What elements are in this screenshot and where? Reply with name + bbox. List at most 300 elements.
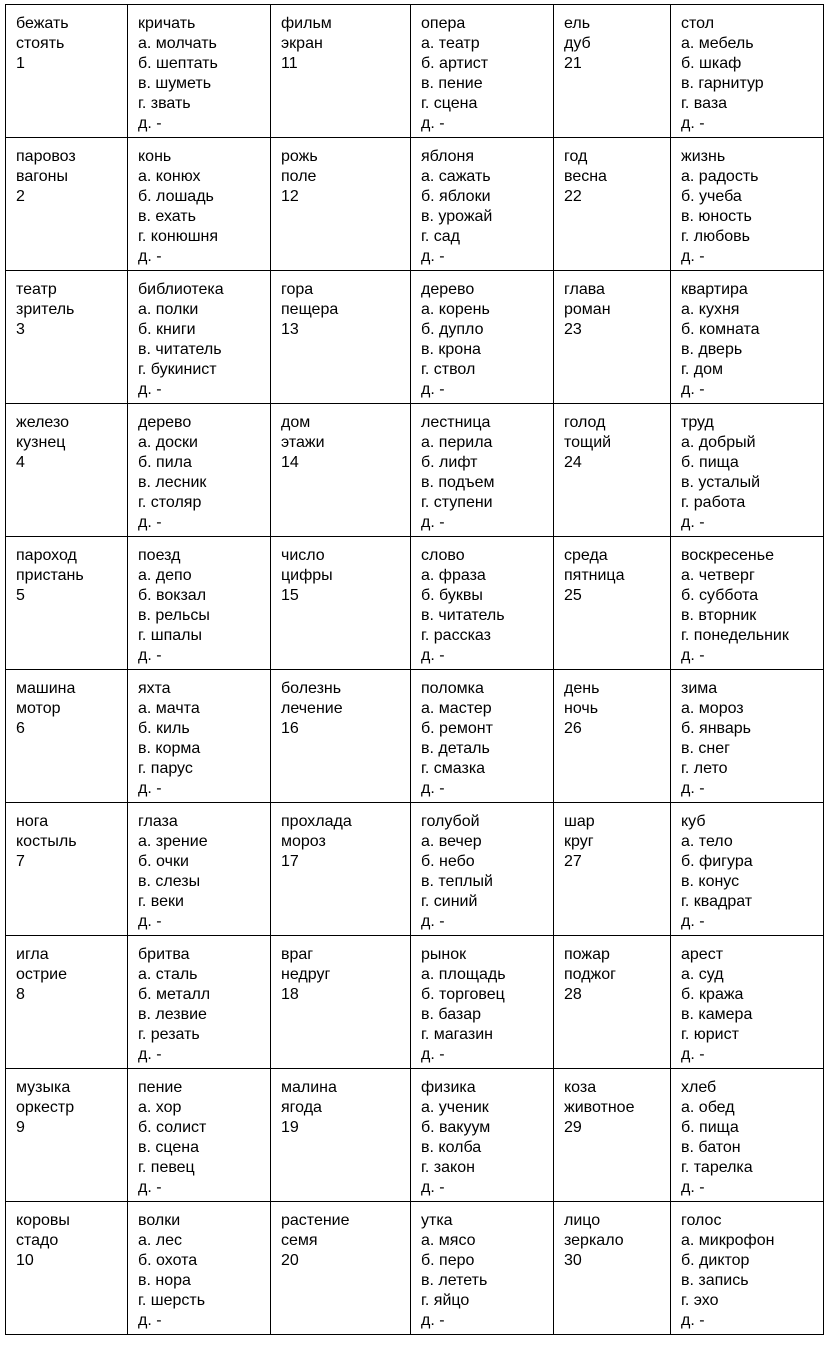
answer-option: а. хор [138,1099,182,1116]
choice-cell [671,936,824,1069]
answer-option: в. снег [681,740,730,757]
word-pair-cell [554,1202,671,1335]
answer-option: б. шептать [138,55,218,72]
answer-option: б. диктор [681,1252,750,1269]
answer-option: д. - [421,1312,445,1329]
answer-option: д. - [681,115,705,132]
answer-option: б. лифт [421,454,478,471]
answer-option: г. ступени [421,494,493,511]
word-pair-cell [6,537,128,670]
stimulus-word: слово [421,547,465,564]
answer-option: г. понедельник [681,627,789,644]
pair-word-first: паровоз [16,148,76,165]
table-row [6,537,824,670]
answer-option: д. - [138,780,162,797]
answer-option: в. дверь [681,341,743,358]
answer-option: в. шуметь [138,75,212,92]
answer-option: д. - [421,381,445,398]
task-number: 2 [16,188,25,205]
answer-option: а. мачта [138,700,200,717]
answer-option: в. юность [681,208,752,225]
table-row [6,271,824,404]
answer-option: г. певец [138,1159,195,1176]
word-pair-cell [554,537,671,670]
task-number: 1 [16,55,25,72]
answer-option: г. рассказ [421,627,491,644]
word-pair-cell [6,803,128,936]
answer-option: г. эхо [681,1292,719,1309]
answer-option: в. урожай [421,208,493,225]
answer-option: г. сцена [421,95,478,112]
pair-word-first: фильм [281,15,332,32]
answer-option: г. резать [138,1026,200,1043]
task-number: 26 [564,720,582,737]
answer-option: б. пища [681,454,739,471]
answer-option: а. кухня [681,301,740,318]
task-number: 5 [16,587,25,604]
word-pair-cell [271,670,411,803]
pair-word-first: железо [16,414,70,431]
answer-option: а. депо [138,567,192,584]
stimulus-word: зима [681,680,718,697]
word-pair-cell [554,1069,671,1202]
answer-option: г. тарелка [681,1159,753,1176]
answer-option: в. батон [681,1139,741,1156]
answer-option: б. яблоки [421,188,491,205]
task-number: 3 [16,321,25,338]
choice-cell [411,1202,554,1335]
table-row [6,404,824,537]
choice-cell [671,670,824,803]
pair-word-second: семя [281,1232,318,1249]
answer-option: в. пение [421,75,483,92]
answer-option: д. - [681,647,705,664]
word-pair-cell [6,936,128,1069]
pair-word-second: дуб [564,35,591,52]
task-number: 25 [564,587,582,604]
pair-word-second: костыль [16,833,77,850]
pair-word-first: растение [281,1212,350,1229]
pair-word-first: среда [564,547,608,564]
pair-word-first: голод [564,414,606,431]
answer-option: в. базар [421,1006,482,1023]
table-row [6,138,824,271]
answer-option: а. сталь [138,966,198,983]
task-number: 12 [281,188,299,205]
choice-cell [671,1069,824,1202]
answer-option: а. театр [421,35,480,52]
stimulus-word: рынок [421,946,467,963]
stimulus-word: библиотека [138,281,224,298]
answer-option: д. - [421,780,445,797]
choice-cell [411,670,554,803]
word-pair-cell [6,1202,128,1335]
answer-option: д. - [421,1179,445,1196]
choice-cell [671,1202,824,1335]
answer-option: б. артист [421,55,489,72]
pair-word-second: стоять [16,35,65,52]
pair-word-second: цифры [281,567,333,584]
stimulus-word: конь [138,148,172,165]
task-number: 19 [281,1119,299,1136]
answer-option: д. - [138,1046,162,1063]
answer-option: в. ехать [138,208,196,225]
answer-option: г. квадрат [681,893,753,910]
word-pair-cell [271,271,411,404]
answer-option: в. подъем [421,474,495,491]
table-row [6,1202,824,1335]
answer-option: г. шпалы [138,627,203,644]
answer-option: б. фигура [681,853,753,870]
word-pair-cell [554,5,671,138]
word-pair-cell [271,936,411,1069]
word-pair-cell [554,271,671,404]
pair-word-second: лечение [281,700,343,717]
answer-option: д. - [681,1179,705,1196]
answer-option: г. юрист [681,1026,739,1043]
pair-word-second: ягода [281,1099,322,1116]
task-number: 13 [281,321,299,338]
stimulus-word: куб [681,813,706,830]
pair-word-second: пещера [281,301,339,318]
answer-option: а. сажать [421,168,491,185]
answer-option: д. - [681,381,705,398]
answer-option: г. дом [681,361,724,378]
choice-cell [411,936,554,1069]
answer-option: в. слезы [138,873,201,890]
pair-word-first: музыка [16,1079,71,1096]
stimulus-word: хлеб [681,1079,717,1096]
answer-option: в. крона [421,341,481,358]
answer-option: г. сад [421,228,461,245]
answer-option: г. ваза [681,95,728,112]
answer-option: б. суббота [681,587,759,604]
choice-cell [128,404,271,537]
word-pair-cell [6,404,128,537]
pair-word-second: недруг [281,966,331,983]
stimulus-word: лестница [421,414,491,431]
task-number: 29 [564,1119,582,1136]
word-pair-cell [271,537,411,670]
pair-word-second: пристань [16,567,84,584]
answer-option: б. металл [138,986,211,1003]
table-row [6,803,824,936]
answer-option: д. - [681,514,705,531]
pair-word-second: пятница [564,567,625,584]
pair-word-first: шар [564,813,595,830]
answer-option: д. - [421,115,445,132]
answer-option: б. пища [681,1119,739,1136]
word-pair-cell [6,271,128,404]
answer-option: г. смазка [421,760,486,777]
stimulus-word: жизнь [681,148,726,165]
answer-option: д. - [681,1312,705,1329]
task-number: 23 [564,321,582,338]
word-pair-cell [554,404,671,537]
answer-option: г. ствол [421,361,476,378]
answer-option: г. закон [421,1159,475,1176]
choice-cell [671,803,824,936]
stimulus-word: труд [681,414,714,431]
pair-word-first: болезнь [281,680,342,697]
answer-option: а. корень [421,301,490,318]
answer-option: а. вечер [421,833,482,850]
answer-option: б. комната [681,321,760,338]
choice-cell [411,138,554,271]
stimulus-word: поломка [421,680,484,697]
stimulus-word: воскресенье [681,547,774,564]
answer-option: в. читатель [138,341,222,358]
task-number: 30 [564,1252,582,1269]
answer-option: б. кража [681,986,744,1003]
answer-option: б. пила [138,454,192,471]
answer-option: б. солист [138,1119,207,1136]
choice-cell [411,271,554,404]
answer-option: б. небо [421,853,475,870]
answer-option: г. конюшня [138,228,219,245]
answer-option: д. - [421,514,445,531]
answer-option: в. лезвие [138,1006,207,1023]
task-number: 4 [16,454,25,471]
answer-option: в. усталый [681,474,761,491]
stimulus-word: утка [421,1212,453,1229]
pair-word-second: стадо [16,1232,59,1249]
choice-cell [411,537,554,670]
word-pair-cell [271,1202,411,1335]
task-number: 10 [16,1252,34,1269]
stimulus-word: голубой [421,813,480,830]
answer-option: б. дупло [421,321,484,338]
choice-cell [128,537,271,670]
pair-word-second: тощий [564,434,612,451]
word-pair-cell [271,404,411,537]
answer-option: а. молчать [138,35,217,52]
word-pair-cell [554,803,671,936]
answer-option: д. - [681,780,705,797]
choice-cell [671,537,824,670]
pair-word-first: день [564,680,600,697]
answer-option: г. яйцо [421,1292,470,1309]
word-pair-cell [271,138,411,271]
answer-option: а. суд [681,966,724,983]
word-pair-cell [554,138,671,271]
pair-word-first: глава [564,281,605,298]
answer-option: в. колба [421,1139,482,1156]
task-number: 8 [16,986,25,1003]
answer-option: д. - [421,1046,445,1063]
choice-cell [671,271,824,404]
answer-option: в. деталь [421,740,490,757]
answer-option: д. - [138,115,162,132]
pair-word-second: роман [564,301,611,318]
stimulus-word: дерево [421,281,475,298]
task-number: 14 [281,454,299,471]
stimulus-word: яблоня [421,148,475,165]
stimulus-word: волки [138,1212,181,1229]
choice-cell [411,803,554,936]
pair-word-first: число [281,547,325,564]
answer-option: в. лесник [138,474,207,491]
answer-option: б. шкаф [681,55,742,72]
task-number: 22 [564,188,582,205]
pair-word-second: мотор [16,700,61,717]
analogy-table [5,4,824,1335]
answer-option: б. январь [681,720,752,737]
task-number: 9 [16,1119,25,1136]
task-number: 20 [281,1252,299,1269]
pair-word-second: ночь [564,700,599,717]
stimulus-word: арест [681,946,724,963]
choice-cell [128,670,271,803]
answer-option: в. сцена [138,1139,200,1156]
pair-word-second: этажи [281,434,325,451]
answer-option: в. рельсы [138,607,210,624]
answer-option: д. - [138,1312,162,1329]
answer-option: в. конус [681,873,740,890]
pair-word-first: лицо [564,1212,601,1229]
pair-word-first: пароход [16,547,77,564]
pair-word-second: животное [564,1099,635,1116]
answer-option: г. лето [681,760,728,777]
answer-option: д. - [138,1179,162,1196]
word-pair-cell [554,670,671,803]
answer-option: а. зрение [138,833,208,850]
task-number: 11 [281,55,298,72]
task-number: 27 [564,853,582,870]
pair-word-second: круг [564,833,594,850]
choice-cell [128,271,271,404]
pair-word-first: игла [16,946,49,963]
answer-option: б. перо [421,1252,475,1269]
answer-option: а. радость [681,168,759,185]
stimulus-word: пение [138,1079,183,1096]
answer-option: д. - [421,647,445,664]
choice-cell [671,404,824,537]
task-number: 24 [564,454,582,471]
answer-option: а. мастер [421,700,492,717]
answer-option: б. охота [138,1252,198,1269]
stimulus-word: бритва [138,946,190,963]
answer-option: г. работа [681,494,746,511]
table-row [6,5,824,138]
answer-option: д. - [421,248,445,265]
table-row [6,936,824,1069]
answer-option: а. микрофон [681,1232,775,1249]
answer-option: б. ремонт [421,720,493,737]
answer-option: б. книги [138,321,196,338]
answer-option: а. доски [138,434,198,451]
word-pair-cell [6,1069,128,1202]
answer-option: д. - [421,913,445,930]
pair-word-first: рожь [281,148,318,165]
pair-word-first: театр [16,281,57,298]
word-pair-cell [271,5,411,138]
pair-word-second: мороз [281,833,326,850]
word-pair-cell [6,138,128,271]
pair-word-second: поджог [564,966,616,983]
answer-option: б. учеба [681,188,742,205]
pair-word-first: прохлада [281,813,352,830]
stimulus-word: яхта [138,680,171,697]
answer-option: а. добрый [681,434,756,451]
choice-cell [671,138,824,271]
pair-word-second: кузнец [16,434,66,451]
stimulus-word: дерево [138,414,192,431]
answer-option: б. буквы [421,587,483,604]
answer-option: д. - [138,514,162,531]
table-row [6,670,824,803]
choice-cell [128,5,271,138]
pair-word-second: вагоны [16,168,68,185]
pair-word-first: ель [564,15,591,32]
pair-word-first: пожар [564,946,610,963]
word-pair-cell [271,803,411,936]
choice-cell [411,1069,554,1202]
answer-option: г. шерсть [138,1292,206,1309]
answer-option: г. звать [138,95,191,112]
answer-option: г. синий [421,893,478,910]
choice-cell [128,1069,271,1202]
answer-option: а. лес [138,1232,183,1249]
word-pair-cell [271,1069,411,1202]
pair-word-second: весна [564,168,607,185]
choice-cell [128,138,271,271]
choice-cell [128,936,271,1069]
choice-cell [411,5,554,138]
pair-word-first: год [564,148,588,165]
answer-option: в. нора [138,1272,191,1289]
task-number: 17 [281,853,299,870]
answer-option: б. киль [138,720,190,737]
answer-option: г. столяр [138,494,202,511]
table-row [6,1069,824,1202]
answer-option: д. - [138,248,162,265]
stimulus-word: глаза [138,813,178,830]
word-pair-cell [6,670,128,803]
pair-word-first: враг [281,946,314,963]
answer-option: а. площадь [421,966,506,983]
answer-option: а. мороз [681,700,744,717]
answer-option: а. мебель [681,35,754,52]
answer-option: б. очки [138,853,189,870]
task-number: 18 [281,986,299,1003]
answer-option: а. тело [681,833,733,850]
answer-option: б. торговец [421,986,505,1003]
choice-cell [411,404,554,537]
answer-option: а. полки [138,301,199,318]
answer-option: д. - [138,647,162,664]
answer-option: а. фраза [421,567,486,584]
answer-option: г. букинист [138,361,217,378]
stimulus-word: физика [421,1079,476,1096]
pair-word-second: оркестр [16,1099,75,1116]
task-number: 21 [564,55,582,72]
answer-option: а. мясо [421,1232,476,1249]
pair-word-second: острие [16,966,67,983]
answer-option: в. теплый [421,873,493,890]
answer-option: г. парус [138,760,193,777]
stimulus-word: поезд [138,547,181,564]
answer-option: б. вакуум [421,1119,491,1136]
pair-word-first: гора [281,281,314,298]
answer-option: д. - [138,913,162,930]
task-number: 6 [16,720,25,737]
pair-word-first: дом [281,414,311,431]
answer-option: д. - [681,248,705,265]
answer-option: а. четверг [681,567,755,584]
word-pair-cell [554,936,671,1069]
answer-option: б. лошадь [138,188,214,205]
